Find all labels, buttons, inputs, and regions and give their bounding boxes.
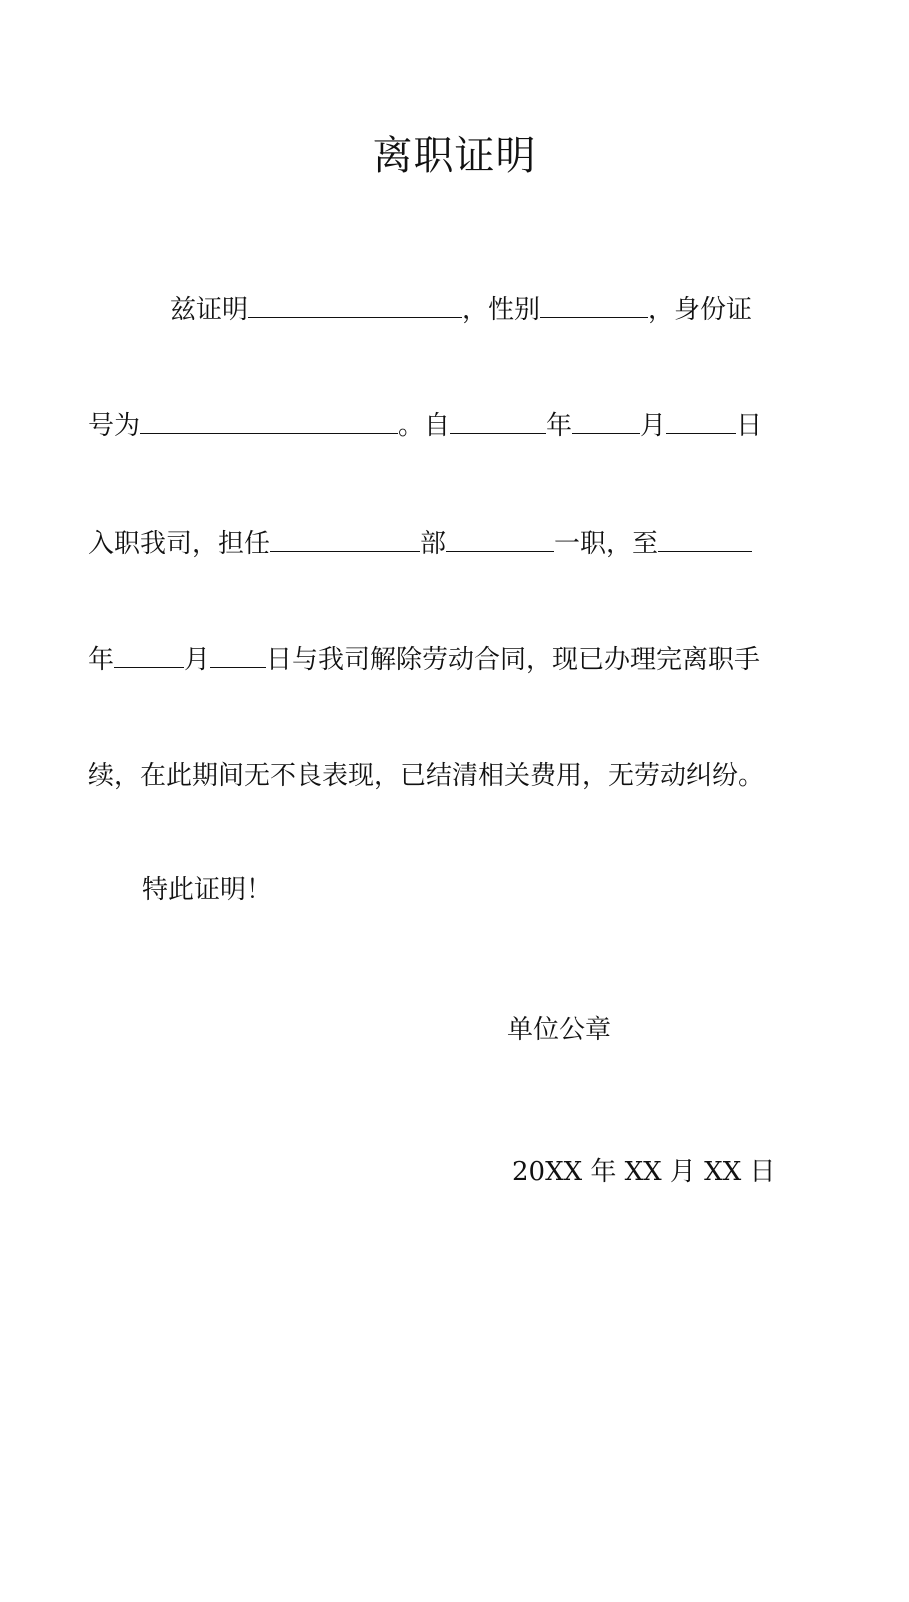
id-number-blank xyxy=(140,409,398,434)
name-blank xyxy=(248,293,462,318)
text-segment: 年 xyxy=(88,645,115,675)
closing-text: 特此证明！ xyxy=(142,875,273,905)
text-segment: 月 xyxy=(640,411,667,441)
start-day-blank xyxy=(666,409,736,434)
end-day-blank xyxy=(210,643,266,668)
body-line-5: 续，在此期间无不良表现，已结清相关费用，无劳动纠纷。 xyxy=(88,761,765,791)
body-line-2 xyxy=(88,406,762,446)
text-segment: ，身份证 xyxy=(648,295,753,325)
text-segment: 一职，至 xyxy=(554,529,659,559)
start-year-blank xyxy=(450,409,546,434)
text-segment: 。自 xyxy=(398,411,451,441)
document-title: 离职证明 xyxy=(372,133,537,179)
company-seal-label: 单位公章 xyxy=(507,1015,612,1045)
text-segment: 日与我司解除劳动合同，现已办理完离职手 xyxy=(266,645,761,675)
start-month-blank xyxy=(572,409,640,434)
gender-blank xyxy=(540,293,648,318)
text-segment: 日 xyxy=(736,411,763,441)
text-segment: 年 xyxy=(546,411,573,441)
position-blank xyxy=(446,527,554,552)
end-month-blank xyxy=(114,643,184,668)
text-segment: 入职我司，担任 xyxy=(88,529,271,559)
text-segment: 部 xyxy=(420,529,447,559)
text-segment: 月 xyxy=(184,645,211,675)
end-year-blank xyxy=(658,527,752,552)
text-segment: ，性别 xyxy=(462,295,541,325)
department-blank xyxy=(270,527,420,552)
text-segment: 号为 xyxy=(88,411,141,441)
body-line-3 xyxy=(88,524,752,564)
body-line-4 xyxy=(88,640,760,680)
body-line-1 xyxy=(170,290,752,330)
document-date: 20XX 年 XX 月 XX 日 xyxy=(512,1157,776,1187)
text-segment: 兹证明 xyxy=(170,295,249,325)
